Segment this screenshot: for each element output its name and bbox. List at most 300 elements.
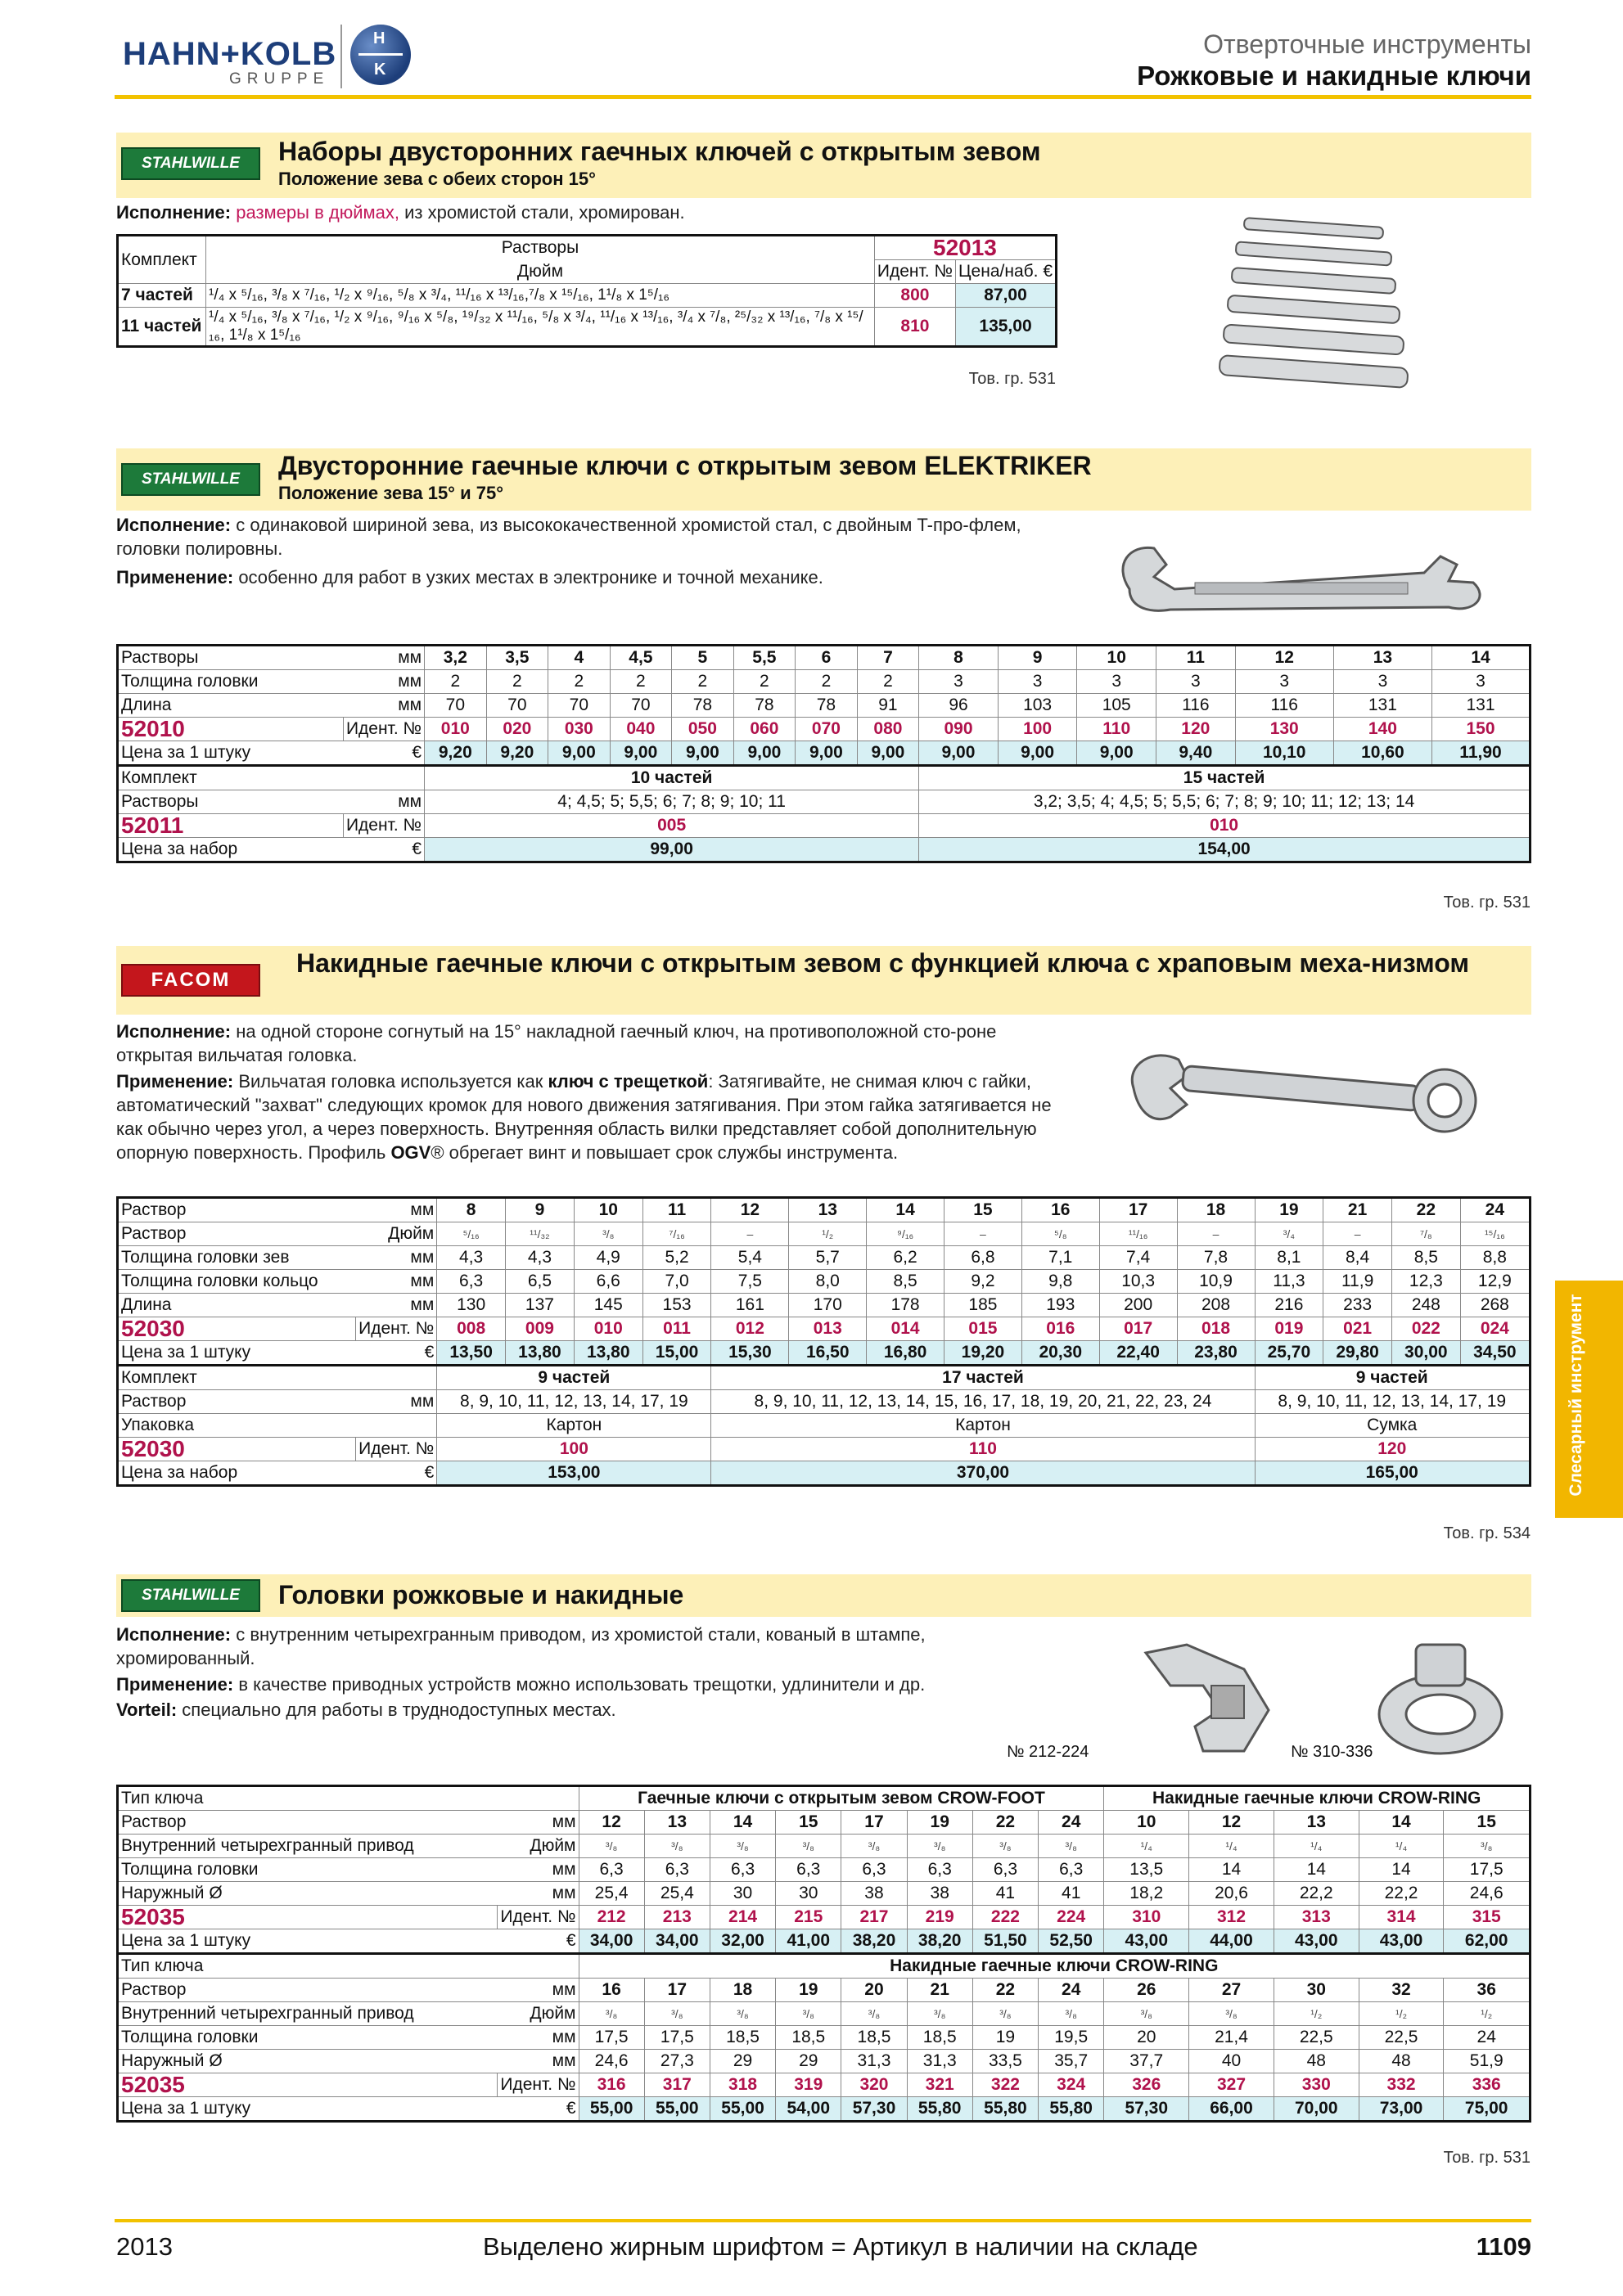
table-cell: 22 xyxy=(972,1979,1038,2002)
table-cell: Цена за набор xyxy=(118,1461,356,1486)
table-cell: ³/₈ xyxy=(1039,1835,1104,1858)
table-cell: ³/₈ xyxy=(710,1835,775,1858)
row-set xyxy=(118,766,1531,790)
table-cell: 41,00 xyxy=(776,1929,841,1954)
section-2-table xyxy=(116,644,1531,863)
table-cell: € xyxy=(343,838,424,862)
product-group: Тов. гр. 531 xyxy=(968,370,1056,388)
table-cell: 34,00 xyxy=(644,1929,710,1954)
table-cell: мм xyxy=(498,2026,579,2050)
table-cell: 4,5 xyxy=(610,646,672,670)
table-cell: 2 xyxy=(733,670,796,694)
table-cell: 019 xyxy=(1255,1317,1323,1341)
table-cell: 3 xyxy=(1235,670,1333,694)
table-cell: 170 xyxy=(789,1294,867,1317)
table-cell: 70 xyxy=(548,694,611,718)
table-cell: 2 xyxy=(486,670,548,694)
table-cell: 73,00 xyxy=(1359,2097,1444,2122)
table-cell: 327 xyxy=(1189,2073,1274,2097)
row-set-price xyxy=(118,1461,1531,1486)
table-cell: 326 xyxy=(1104,2073,1189,2097)
table-cell: 5,5 xyxy=(733,646,796,670)
ident-number: 800 xyxy=(874,284,955,308)
table-cell: 319 xyxy=(776,2073,841,2097)
table-cell: 52010 xyxy=(118,718,344,741)
col-set: Комплект xyxy=(118,236,206,284)
table-cell: мм xyxy=(356,1198,437,1222)
table-cell: 322 xyxy=(972,2073,1038,2097)
table-cell: 16,80 xyxy=(867,1341,944,1366)
col-id: Идент. № xyxy=(874,260,955,284)
table-cell xyxy=(498,1954,579,1979)
table-cell: 9,00 xyxy=(998,741,1077,766)
table-cell: 12 xyxy=(1189,1811,1274,1835)
table-cell: 9 частей xyxy=(437,1366,711,1390)
table-cell: 313 xyxy=(1274,1906,1359,1929)
table-cell: 214 xyxy=(710,1906,775,1929)
table-cell: Длина xyxy=(118,694,344,718)
stahlwille-logo: STAHLWILLE xyxy=(121,147,260,180)
table-cell: 34,00 xyxy=(579,1929,644,1954)
row-head xyxy=(118,1858,1531,1882)
table-cell: 248 xyxy=(1391,1294,1460,1317)
row-set-sizes xyxy=(118,1390,1531,1414)
table-cell: 5,4 xyxy=(711,1246,789,1270)
table-cell: 55,00 xyxy=(579,2097,644,2122)
table-cell: 22,5 xyxy=(1359,2026,1444,2050)
row-ident xyxy=(118,718,1531,741)
article-number: 52013 xyxy=(874,236,1056,260)
table-cell: 43,00 xyxy=(1359,1929,1444,1954)
row-ident-2 xyxy=(118,2073,1531,2097)
table-cell: 105 xyxy=(1077,694,1156,718)
table-cell: ³/₈ xyxy=(1039,2002,1104,2026)
table-cell xyxy=(356,1414,437,1438)
table-cell: 9,00 xyxy=(1077,741,1156,766)
table-cell: 14 xyxy=(1432,646,1531,670)
table-cell: 219 xyxy=(907,1906,972,1929)
table-cell: 34,50 xyxy=(1460,1341,1530,1366)
image-caption-crow-foot: № 212-224 xyxy=(1007,1743,1089,1761)
table-cell xyxy=(356,1366,437,1390)
table-cell: 153,00 xyxy=(437,1461,711,1486)
table-cell: 090 xyxy=(919,718,999,741)
table-cell: 9,8 xyxy=(1021,1270,1099,1294)
table-cell: 70,00 xyxy=(1274,2097,1359,2122)
table-cell: 6,3 xyxy=(644,1858,710,1882)
table-cell: 216 xyxy=(1255,1294,1323,1317)
table-cell: 57,30 xyxy=(1104,2097,1189,2122)
table-cell: 130 xyxy=(437,1294,506,1317)
table-cell: 25,70 xyxy=(1255,1341,1323,1366)
table-cell: 18 xyxy=(710,1979,775,2002)
table-cell: 4,9 xyxy=(574,1246,642,1270)
table-cell: 2 xyxy=(857,670,919,694)
table-cell: Толщина головки xyxy=(118,670,344,694)
table-cell: 217 xyxy=(841,1906,907,1929)
table-cell: 52011 xyxy=(118,814,344,838)
table-cell: 6,6 xyxy=(574,1270,642,1294)
table-cell: 13 xyxy=(644,1811,710,1835)
row-head-2 xyxy=(118,2026,1531,2050)
row-set-pack xyxy=(118,1414,1531,1438)
table-cell: 14 xyxy=(1359,1811,1444,1835)
table-cell: 4 xyxy=(548,646,611,670)
table-cell: 18,5 xyxy=(710,2026,775,2050)
table-cell: Внутренний четырехгранный привод xyxy=(118,2002,498,2026)
table-cell: 024 xyxy=(1460,1317,1530,1341)
section-2-exec: Исполнение: с одинаковой шириной зева, из высококачественной хромистой стал, с двойным T-про-флем, головки полировны. xyxy=(116,515,1021,559)
facom-logo: FACOM xyxy=(121,964,260,997)
page-subcategory: Рожковые и накидные ключи xyxy=(1137,61,1531,91)
table-cell: 57,30 xyxy=(841,2097,907,2122)
table-cell: 30 xyxy=(710,1882,775,1906)
table-cell: 6,8 xyxy=(944,1246,1022,1270)
row-price-2 xyxy=(118,2097,1531,2122)
table-cell: 2 xyxy=(425,670,487,694)
table-cell: 008 xyxy=(437,1317,506,1341)
emblem-k: K xyxy=(374,61,386,79)
table-cell: 55,00 xyxy=(644,2097,710,2122)
table-cell: 96 xyxy=(919,694,999,718)
table-cell: 8,8 xyxy=(1460,1246,1530,1270)
table-cell: Цена за 1 штуку xyxy=(118,1929,498,1954)
table-cell: 7,1 xyxy=(1021,1246,1099,1270)
table-cell: 9,00 xyxy=(672,741,734,766)
price: 87,00 xyxy=(956,284,1057,308)
table-cell: 224 xyxy=(1039,1906,1104,1929)
table-cell: 330 xyxy=(1274,2073,1359,2097)
table-cell: 48 xyxy=(1274,2050,1359,2073)
table-cell: 18,5 xyxy=(907,2026,972,2050)
table-cell: 8,4 xyxy=(1323,1246,1392,1270)
table-cell: 48 xyxy=(1359,2050,1444,2073)
table-cell: 51,50 xyxy=(972,1929,1038,1954)
header-rule xyxy=(115,95,1531,99)
section-1-exec: Исполнение: размеры в дюймах, из хромистой стали, хромирован. xyxy=(116,202,685,223)
table-cell: 3 xyxy=(1432,670,1531,694)
table-cell: 70 xyxy=(486,694,548,718)
table-cell: 40 xyxy=(1189,2050,1274,2073)
table-cell: 8 xyxy=(437,1198,506,1222)
table-cell: 316 xyxy=(579,2073,644,2097)
table-cell: 040 xyxy=(610,718,672,741)
table-cell: Длина xyxy=(118,1294,356,1317)
table-cell: 13 xyxy=(789,1198,867,1222)
table-cell: 9,00 xyxy=(733,741,796,766)
table-cell: ³/₈ xyxy=(579,2002,644,2026)
table-cell: 75,00 xyxy=(1444,2097,1531,2122)
table-cell: 070 xyxy=(796,718,858,741)
table-cell: 6,3 xyxy=(710,1858,775,1882)
table-cell: 52035 xyxy=(118,2073,498,2097)
col-inch: Дюйм xyxy=(206,260,875,284)
table-cell: € xyxy=(343,741,424,766)
table-cell: ¹/₄ xyxy=(1359,1835,1444,1858)
table-cell: 022 xyxy=(1391,1317,1460,1341)
row-length xyxy=(118,1294,1531,1317)
table-cell: 17,5 xyxy=(644,2026,710,2050)
table-cell: ³/₈ xyxy=(841,1835,907,1858)
table-cell: 100 xyxy=(437,1438,711,1461)
table-cell: Сумка xyxy=(1255,1414,1531,1438)
crow-foot-image xyxy=(1121,1636,1285,1759)
table-cell: 318 xyxy=(710,2073,775,2097)
row-set xyxy=(118,1366,1531,1390)
table-cell: 18,5 xyxy=(776,2026,841,2050)
table-cell: ³/₈ xyxy=(776,1835,841,1858)
table-cell: 52030 xyxy=(118,1317,356,1341)
table-cell: 22,5 xyxy=(1274,2026,1359,2050)
section-1-title: Наборы двусторонних гаечных ключей с открытым зевом xyxy=(278,137,1041,166)
table-cell: 3 xyxy=(919,670,999,694)
table-cell: мм xyxy=(343,646,424,670)
row-head xyxy=(118,670,1531,694)
table-cell: 10 xyxy=(1077,646,1156,670)
table-cell: 30 xyxy=(1274,1979,1359,2002)
table-cell: Гаечные ключи с открытым зевом CROW-FOOT xyxy=(579,1786,1104,1811)
table-cell: 19 xyxy=(776,1979,841,2002)
table-cell: € xyxy=(498,1929,579,1954)
table-cell: 38,20 xyxy=(841,1929,907,1954)
table-cell: 11,90 xyxy=(1432,741,1531,766)
row-set-ident xyxy=(118,814,1531,838)
table-cell: 37,7 xyxy=(1104,2050,1189,2073)
table-cell: мм xyxy=(343,694,424,718)
table-cell: 13 xyxy=(1333,646,1431,670)
table-cell: ¹/₂ xyxy=(1359,2002,1444,2026)
table-cell: 336 xyxy=(1444,2073,1531,2097)
table-cell: Дюйм xyxy=(498,1835,579,1858)
table-cell: ¹/₂ xyxy=(1444,2002,1531,2026)
table-cell: мм xyxy=(498,1858,579,1882)
table-cell: 78 xyxy=(796,694,858,718)
row-type xyxy=(118,1786,1531,1811)
table-cell: 78 xyxy=(733,694,796,718)
row-sizes xyxy=(118,646,1531,670)
table-cell: ¹/₂ xyxy=(789,1222,867,1246)
table-cell: 178 xyxy=(867,1294,944,1317)
table-cell: 8,0 xyxy=(789,1270,867,1294)
table-cell: 060 xyxy=(733,718,796,741)
table-cell: 2 xyxy=(548,670,611,694)
table-cell: 314 xyxy=(1359,1906,1444,1929)
table-cell: Накидные гаечные ключи CROW-RING xyxy=(579,1954,1531,1979)
table-cell: 8 xyxy=(919,646,999,670)
table-cell: ¹/₄ xyxy=(1104,1835,1189,1858)
table-cell: 52030 xyxy=(118,1438,356,1461)
table-cell: ³/₈ xyxy=(841,2002,907,2026)
table-cell: 18 xyxy=(1177,1198,1255,1222)
table-cell: € xyxy=(356,1341,437,1366)
table-cell: 22,40 xyxy=(1099,1341,1177,1366)
table-cell: 19 xyxy=(1255,1198,1323,1222)
table-cell: 22,2 xyxy=(1359,1882,1444,1906)
table-cell: 11 xyxy=(1156,646,1236,670)
table-cell: Толщина головки кольцо xyxy=(118,1270,356,1294)
table-cell: 22 xyxy=(972,1811,1038,1835)
stahlwille-logo: STAHLWILLE xyxy=(121,1579,260,1612)
table-cell: 3,2; 3,5; 4; 4,5; 5; 5,5; 6; 7; 8; 9; 10; 11; 12; 13; 14 xyxy=(919,790,1531,814)
table-cell: 161 xyxy=(711,1294,789,1317)
company-logo-sub: GRUPPE xyxy=(229,70,330,88)
table-cell: 21,4 xyxy=(1189,2026,1274,2050)
table-cell: 233 xyxy=(1323,1294,1392,1317)
set-label: 7 частей xyxy=(118,284,206,308)
table-cell: 110 xyxy=(1077,718,1156,741)
table-cell: ¹¹/₁₆ xyxy=(1099,1222,1177,1246)
table-cell: 2 xyxy=(672,670,734,694)
page-number: 1109 xyxy=(1476,2232,1531,2261)
table-cell: ³/₈ xyxy=(1189,2002,1274,2026)
table-cell: ³/₈ xyxy=(907,1835,972,1858)
table-cell: 22,2 xyxy=(1274,1882,1359,1906)
table-cell: 78 xyxy=(672,694,734,718)
table-cell: 35,7 xyxy=(1039,2050,1104,2073)
row-type-2 xyxy=(118,1954,1531,1979)
table-cell: 12 xyxy=(1235,646,1333,670)
table-cell: мм xyxy=(343,670,424,694)
table-cell: 6,3 xyxy=(841,1858,907,1882)
table-cell: Комплект xyxy=(118,766,344,790)
row-size-inch xyxy=(118,1222,1531,1246)
table-cell: 15 частей xyxy=(919,766,1531,790)
table-cell: Картон xyxy=(711,1414,1255,1438)
table-cell: 3 xyxy=(998,670,1077,694)
table-cell: Раствор xyxy=(118,1811,498,1835)
row-head-ring xyxy=(118,1270,1531,1294)
table-cell: ³/₄ xyxy=(1255,1222,1323,1246)
table-cell: Идент. № xyxy=(356,1317,437,1341)
table-cell: 9,00 xyxy=(919,741,999,766)
table-cell: Растворы xyxy=(118,790,344,814)
table-cell: Раствор xyxy=(118,1198,356,1222)
table-cell: 17,5 xyxy=(579,2026,644,2050)
table-cell: 16,50 xyxy=(789,1341,867,1366)
table-cell xyxy=(498,1786,579,1811)
table-cell: 10 xyxy=(574,1198,642,1222)
table-cell: 9,00 xyxy=(610,741,672,766)
section-4-title-bar xyxy=(116,1574,1531,1617)
table-cell: ⁷/₈ xyxy=(1391,1222,1460,1246)
row-price xyxy=(118,1929,1531,1954)
table-cell: ³/₈ xyxy=(644,1835,710,1858)
table-cell: 6,3 xyxy=(1039,1858,1104,1882)
table-cell: € xyxy=(498,2097,579,2122)
table-cell: 12,3 xyxy=(1391,1270,1460,1294)
side-tab-label: Слесарный инструмент xyxy=(1567,1294,1585,1497)
table-cell: 25,4 xyxy=(644,1882,710,1906)
table-cell: 9 xyxy=(998,646,1077,670)
table-cell: Раствор xyxy=(118,1979,498,2002)
set-label: 11 частей xyxy=(118,308,206,347)
page-category: Отверточные инструменты xyxy=(1203,29,1531,59)
table-cell: 19,5 xyxy=(1039,2026,1104,2050)
table-cell: 41 xyxy=(972,1882,1038,1906)
table-cell: Растворы xyxy=(118,646,344,670)
table-cell: Толщина головки xyxy=(118,2026,498,2050)
footer-note: Выделено жирным шрифтом = Артикул в наличии на складе xyxy=(483,2232,1198,2261)
table-cell: мм xyxy=(498,1882,579,1906)
table-cell: 17,5 xyxy=(1444,1858,1531,1882)
table-cell: 13,80 xyxy=(506,1341,575,1366)
row-price xyxy=(118,1341,1531,1366)
table-cell: 8,1 xyxy=(1255,1246,1323,1270)
table-cell: € xyxy=(356,1461,437,1486)
table-cell: 66,00 xyxy=(1189,2097,1274,2122)
section-4-exec: Исполнение: с внутренним четырехгранным приводом, из хромистой стали, кованый в штампе, хромированный. xyxy=(116,1624,926,1668)
table-cell: 26 xyxy=(1104,1979,1189,2002)
table-cell: Тип ключа xyxy=(118,1786,498,1811)
table-cell: 6,3 xyxy=(437,1270,506,1294)
table-cell: 320 xyxy=(841,2073,907,2097)
table-cell: 9,00 xyxy=(548,741,611,766)
image-caption-crow-ring: № 310-336 xyxy=(1291,1743,1373,1761)
table-cell xyxy=(343,766,424,790)
row-length xyxy=(118,694,1531,718)
table-cell: 10 xyxy=(1104,1811,1189,1835)
table-cell: ³/₈ xyxy=(574,1222,642,1246)
table-cell: – xyxy=(944,1222,1022,1246)
table-cell: Идент. № xyxy=(343,718,424,741)
table-cell: 43,00 xyxy=(1104,1929,1189,1954)
row-outer xyxy=(118,1882,1531,1906)
section-2-application: Применение: особенно для работ в узких местах в электронике и точной механике. xyxy=(116,567,823,588)
table-cell: 31,3 xyxy=(907,2050,972,2073)
row-head-open xyxy=(118,1246,1531,1270)
table-cell: 17 частей xyxy=(711,1366,1255,1390)
table-cell: 22 xyxy=(1391,1198,1460,1222)
table-cell: 33,5 xyxy=(972,2050,1038,2073)
table-cell: 10,3 xyxy=(1099,1270,1177,1294)
table-cell: 165,00 xyxy=(1255,1461,1531,1486)
table-cell: 44,00 xyxy=(1189,1929,1274,1954)
table-cell: 015 xyxy=(944,1317,1022,1341)
table-cell: 20,6 xyxy=(1189,1882,1274,1906)
table-cell: 19 xyxy=(972,2026,1038,2050)
table-cell: Раствор xyxy=(118,1222,356,1246)
table-cell: 38 xyxy=(841,1882,907,1906)
table-cell: Цена за набор xyxy=(118,838,344,862)
table-cell: 310 xyxy=(1104,1906,1189,1929)
table-cell: 010 xyxy=(574,1317,642,1341)
table-cell: 009 xyxy=(506,1317,575,1341)
table-cell: 6,3 xyxy=(907,1858,972,1882)
table-cell: 3,2 xyxy=(425,646,487,670)
table-cell: 016 xyxy=(1021,1317,1099,1341)
table-cell: ¹/₄ xyxy=(1274,1835,1359,1858)
table-cell: 8, 9, 10, 11, 12, 13, 14, 17, 19 xyxy=(1255,1390,1531,1414)
elektriker-wrench-image xyxy=(1097,532,1498,626)
section-1-table xyxy=(116,234,1057,348)
table-cell: 70 xyxy=(425,694,487,718)
table-cell: 213 xyxy=(644,1906,710,1929)
table-cell: Накидные гаечные ключи CROW-RING xyxy=(1104,1786,1531,1811)
table-cell: 321 xyxy=(907,2073,972,2097)
table-cell: 18,2 xyxy=(1104,1882,1189,1906)
table-cell: 55,80 xyxy=(907,2097,972,2122)
category-side-tab[interactable] xyxy=(1555,1281,1623,1518)
table-cell: 131 xyxy=(1432,694,1531,718)
table-cell: Дюйм xyxy=(498,2002,579,2026)
table-cell: 14 xyxy=(1359,1858,1444,1882)
table-cell: 268 xyxy=(1460,1294,1530,1317)
table-cell: 19 xyxy=(907,1811,972,1835)
table-cell: 13,5 xyxy=(1104,1858,1189,1882)
table-cell: Наружный Ø xyxy=(118,1882,498,1906)
table-cell: 12,9 xyxy=(1460,1270,1530,1294)
table-cell: мм xyxy=(356,1294,437,1317)
